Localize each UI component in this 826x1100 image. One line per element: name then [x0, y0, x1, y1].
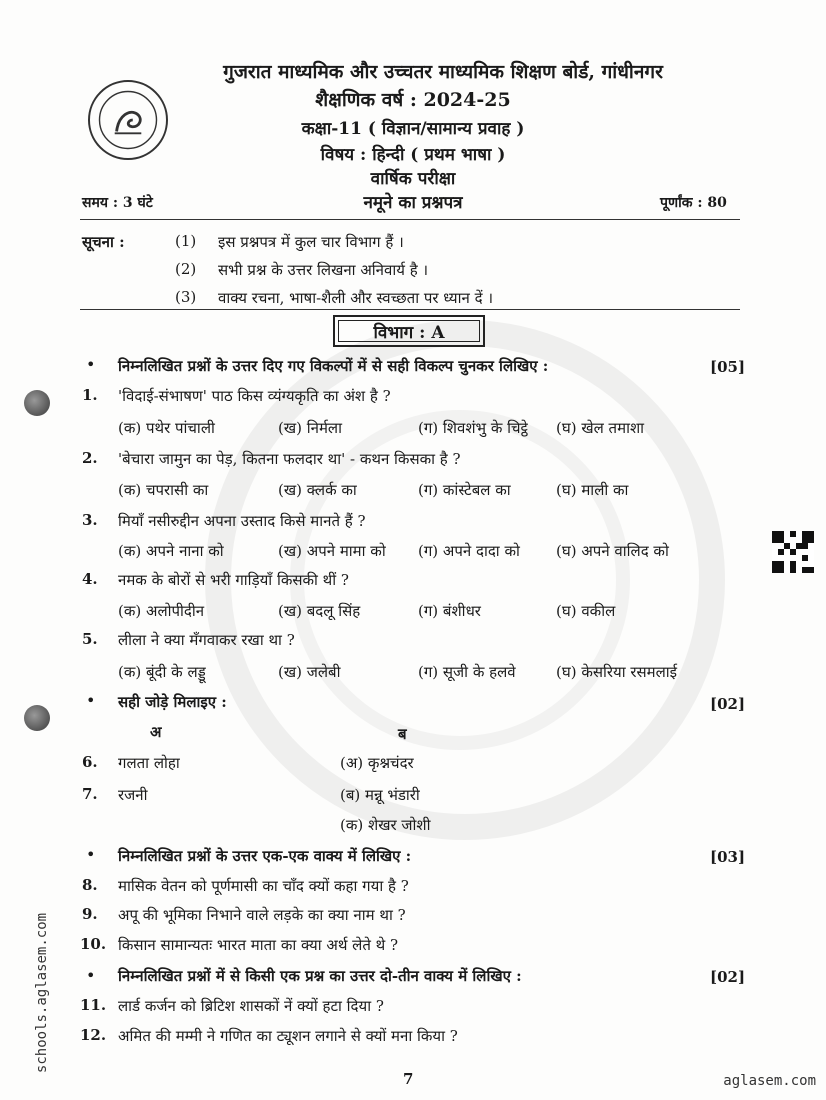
question-text: लीला ने क्या मँगवाकर रखा था ?	[118, 631, 295, 649]
option: (ख) जलेबी	[278, 663, 341, 681]
punch-hole	[24, 390, 50, 416]
bullet: •	[86, 966, 96, 985]
option: (घ) माली का	[556, 481, 629, 499]
match-right-item: (अ) कृश्नचंदर	[340, 754, 414, 772]
qr-code	[772, 531, 814, 573]
option: (ग) शिवशंभु के चिट्ठे	[418, 419, 528, 437]
block4-heading: निम्नलिखित प्रश्नों में से किसी एक प्रश्न का उत्तर दो-तीन वाक्य में लिखिए :	[118, 967, 522, 985]
option: (ख) बदलू सिंह	[278, 602, 361, 620]
question-number: 10.	[80, 935, 107, 953]
class-stream: कक्षा-11 ( विज्ञान/सामान्य प्रवाह )	[301, 119, 525, 139]
option: (ग) अपने दादा को	[418, 542, 520, 560]
block2-marks: [02]	[710, 695, 746, 713]
question-number: 1.	[82, 386, 98, 404]
column-a-header: अ	[150, 723, 162, 741]
option: (घ) खेल तमाशा	[556, 419, 645, 437]
question-number: 9.	[82, 905, 98, 923]
option: (क) पथेर पांचाली	[118, 419, 215, 437]
exam-time: समय : 3 घंटे	[82, 195, 153, 211]
block3-marks: [03]	[710, 848, 746, 866]
match-left-item: रजनी	[118, 786, 148, 804]
paper-type: नमूने का प्रश्नपत्र	[363, 193, 463, 213]
option: (घ) वकील	[556, 602, 616, 620]
bullet: •	[86, 355, 96, 374]
total-marks: पूर्णांक : 80	[660, 195, 727, 211]
question-text: अमित की मम्मी ने गणित का ट्यूशन लगाने से क्यों मना किया ?	[118, 1027, 458, 1045]
divider	[80, 219, 740, 220]
question-text: लार्ड कर्जन को ब्रिटिश शासकों नें क्यों हटा दिया ?	[118, 997, 384, 1015]
exam-name: वार्षिक परीक्षा	[370, 169, 456, 189]
section-title-box	[333, 315, 485, 347]
question-text: किसान सामान्यतः भारत माता का क्या अर्थ लेते थे ?	[118, 936, 399, 954]
option: (क) बूंदी के लड्डू	[118, 663, 206, 681]
instruction-num: (3)	[175, 288, 197, 306]
question-number: 6.	[82, 753, 98, 771]
instruction-num: (2)	[175, 260, 197, 278]
instruction-text: इस प्रश्नपत्र में कुल चार विभाग हैं ।	[218, 233, 404, 251]
section-title: विभाग : A	[338, 320, 480, 342]
question-number: 3.	[82, 511, 98, 529]
option: (ग) कांस्टेबल का	[418, 481, 511, 499]
subject: विषय : हिन्दी ( प्रथम भाषा )	[320, 145, 506, 165]
question-text: मासिक वेतन को पूर्णमासी का चाँद क्यों कहा गया है ?	[118, 877, 409, 895]
option: (क) अपने नाना को	[118, 542, 224, 560]
instructions-label: सूचना :	[82, 233, 125, 251]
option: (ग) बंशीधर	[418, 602, 481, 620]
punch-hole	[24, 705, 50, 731]
option: (क) चपरासी का	[118, 481, 209, 499]
option: (क) अलोपीदीन	[118, 602, 205, 620]
instruction-num: (1)	[175, 232, 197, 250]
divider	[80, 309, 740, 310]
block1-heading: निम्नलिखित प्रश्नों के उत्तर दिए गए विकल्पों में से सही विकल्प चुनकर लिखिए :	[118, 357, 549, 375]
question-text: 'विदाई-संभाषण' पाठ किस व्यंग्यकृति का अंश है ?	[118, 387, 391, 405]
match-left-item: गलता लोहा	[118, 754, 180, 772]
bullet: •	[86, 845, 96, 864]
question-number: 4.	[82, 570, 98, 588]
block2-heading: सही जोड़े मिलाइए :	[118, 693, 227, 711]
question-number: 2.	[82, 449, 98, 467]
page-number: 7	[403, 1070, 414, 1088]
option: (घ) केसरिया रसमलाई	[556, 663, 678, 681]
block4-marks: [02]	[710, 968, 746, 986]
question-text: 'बेचारा जामुन का पेड़, कितना फलदार था' - कथन किसका है ?	[118, 450, 461, 468]
board-name: गुजरात माध्यमिक और उच्चतर माध्यमिक शिक्षण बोर्ड, गांधीनगर	[223, 61, 663, 83]
option: (ख) क्लर्क का	[278, 481, 357, 499]
academic-year: शैक्षणिक वर्ष : 2024-25	[315, 89, 511, 111]
instruction-text: सभी प्रश्न के उत्तर लिखना अनिवार्य है ।	[218, 261, 429, 279]
column-b-header: ब	[398, 725, 407, 743]
question-number: 5.	[82, 630, 98, 648]
match-right-item: (क) शेखर जोशी	[340, 816, 431, 834]
question-number: 8.	[82, 876, 98, 894]
side-watermark: schools.aglasem.com	[34, 912, 50, 1074]
bullet: •	[86, 691, 96, 710]
question-number: 11.	[80, 996, 107, 1014]
match-right-item: (ब) मन्नू भंडारी	[340, 786, 420, 804]
question-text: मियाँ नसीरुद्दीन अपना उस्ताद किसे मानते हैं ?	[118, 512, 366, 530]
option: (ग) सूजी के हलवे	[418, 663, 516, 681]
option: (घ) अपने वालिद को	[556, 542, 669, 560]
option: (ख) अपने मामा को	[278, 542, 386, 560]
block1-marks: [05]	[710, 358, 746, 376]
question-number: 7.	[82, 785, 98, 803]
footer-site: aglasem.com	[723, 1073, 816, 1089]
question-text: अपू की भूमिका निभाने वाले लड़के का क्या नाम था ?	[118, 906, 406, 924]
question-number: 12.	[80, 1026, 107, 1044]
block3-heading: निम्नलिखित प्रश्नों के उत्तर एक-एक वाक्य में लिखिए :	[118, 847, 412, 865]
instruction-text: वाक्य रचना, भाषा-शैली और स्वच्छता पर ध्यान दें ।	[218, 289, 494, 307]
option: (ख) निर्मला	[278, 419, 342, 437]
question-text: नमक के बोरों से भरी गाड़ियाँ किसकी थीं ?	[118, 571, 349, 589]
